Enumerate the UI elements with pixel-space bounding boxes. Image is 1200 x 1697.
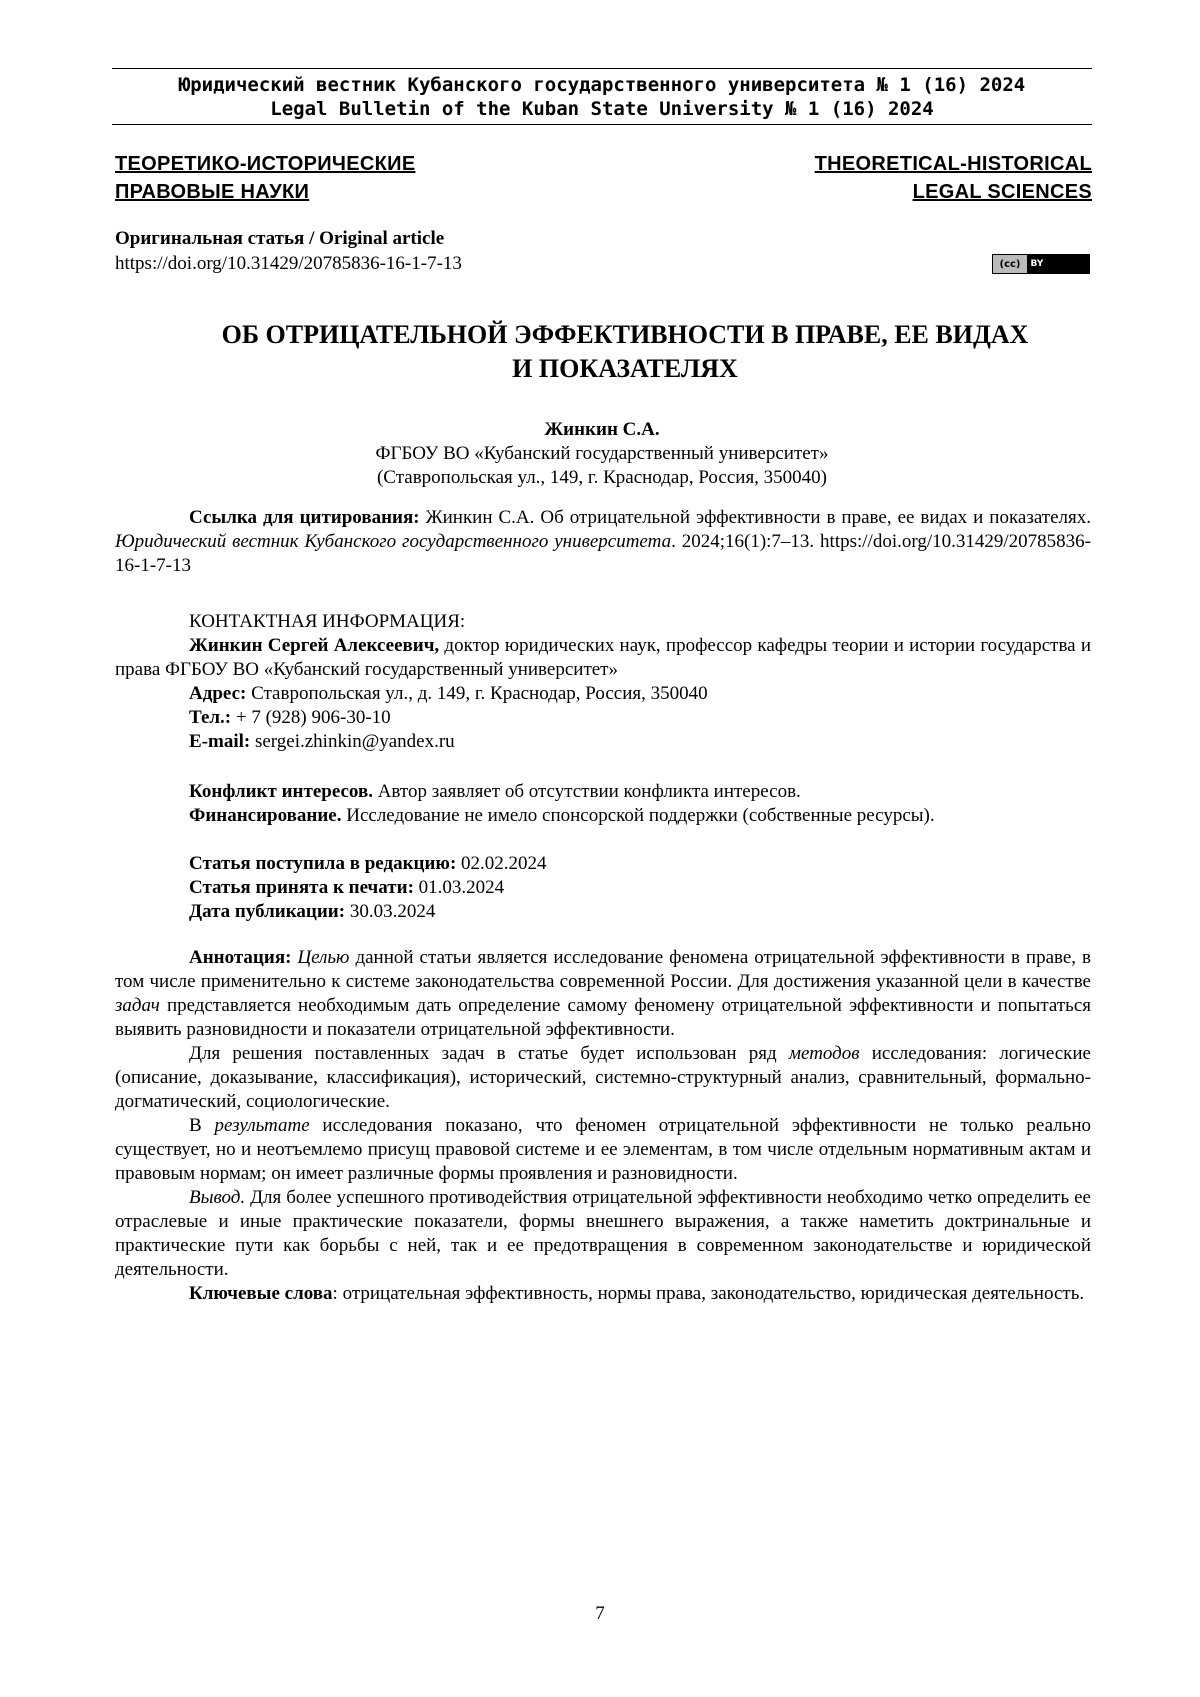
abstract-paragraph-1 <box>115 946 1091 1042</box>
contact-block <box>115 610 1091 754</box>
citation-tail: . 2024;16(1):7–13. https://doi.org/10.31429/20785836-16-1-7-13 <box>115 531 1091 576</box>
article-title <box>160 318 1090 386</box>
title-line1: ОБ ОТРИЦАТЕЛЬНОЙ ЭФФЕКТИВНОСТИ В ПРАВЕ, ЕЕ ВИДАХ <box>221 320 1029 349</box>
keywords-label: Ключевые слова <box>189 1283 333 1304</box>
abstract-p2-tail: исследования: логические (описание, доказывание, классификация), исторический, системно-структурный анализ, сравнительный, формально-догматический, социологические. <box>115 1043 1091 1112</box>
abstract-paragraph-2 <box>115 1042 1091 1114</box>
funding-label: Финансирование. <box>189 805 342 826</box>
date-published <box>189 900 1091 924</box>
abstract-paragraph-3 <box>115 1114 1091 1186</box>
abstract-p3-text: В <box>189 1115 215 1136</box>
journal-title-en: Legal Bulletin of the Kuban State University № 1 (16) 2024 <box>270 98 934 120</box>
abstract-p2-text: Для решения поставленных задач в статье будет использован ряд <box>189 1043 789 1064</box>
conflict-label: Конфликт интересов. <box>189 781 373 802</box>
citation-label: Ссылка для цитирования: <box>189 507 420 528</box>
date-accepted <box>189 876 1091 900</box>
contact-person <box>115 634 1091 682</box>
cc-by-icon[interactable] <box>992 254 1090 274</box>
citation-text: Жинкин С.А. Об отрицательной эффективности в праве, ее видах и показателях. <box>419 507 1091 528</box>
article-type: Оригинальная статья / Original article <box>115 228 445 249</box>
abstract-methods: методов <box>788 1043 860 1064</box>
abstract-label: Аннотация: <box>189 947 292 968</box>
section-heading-ru <box>115 150 415 206</box>
keywords-value: : отрицательная эффективность, нормы права, законодательство, юридическая деятельность. <box>332 1283 1085 1304</box>
abstract-p1-text: данной статьи является исследование феномена отрицательной эффективности в праве, в том числе применительно к системе законодательства современной России. Для достижения указанной цели в качестве <box>115 947 1092 992</box>
section-en-line2: LEGAL SCIENCES <box>912 181 1092 203</box>
date-received <box>189 852 1091 876</box>
abstract-p3-tail: исследования показано, что феномен отрицательной эффективности не только реально существует, но и неотъемлемо присущ правовой системе и ее элементам, в том числе отдельным нормативным актам и правовым нормам; он имеет различные формы проявления и разновидности. <box>115 1115 1091 1184</box>
abstract-result: результате <box>214 1115 310 1136</box>
author-block <box>112 418 1092 490</box>
disclosures-block <box>115 780 1091 828</box>
accepted-label: Статья принята к печати: <box>189 877 414 898</box>
accepted-value: 01.03.2024 <box>413 877 505 898</box>
published-label: Дата публикации: <box>189 901 346 922</box>
contact-phone-label: Тел.: <box>189 707 232 728</box>
contact-phone-value: + 7 (928) 906-30-10 <box>231 707 391 728</box>
conflict-value: Автор заявляет об отсутствии конфликта интересов. <box>372 781 801 802</box>
abstract-block <box>115 946 1091 1306</box>
contact-address-value: Ставропольская ул., д. 149, г. Краснодар, Россия, 350040 <box>246 683 708 704</box>
cc-badge-fill <box>1047 255 1089 273</box>
funding <box>189 804 1091 828</box>
title-line2: И ПОКАЗАТЕЛЯХ <box>512 354 738 383</box>
dates-block <box>115 852 1091 924</box>
contact-heading: КОНТАКТНАЯ ИНФОРМАЦИЯ: <box>189 611 466 632</box>
abstract-tasks: задач <box>115 995 160 1016</box>
cc-mark: (cc) <box>993 255 1027 273</box>
doi-link[interactable]: https://doi.org/10.31429/20785836-16-1-7-13 <box>115 253 462 274</box>
conflict-of-interest <box>189 780 1091 804</box>
by-mark: BY <box>1027 255 1047 273</box>
received-label: Статья поступила в редакцию: <box>189 853 457 874</box>
contact-name: Жинкин Сергей Алексеевич, <box>189 635 440 656</box>
journal-title-ru: Юридический вестник Кубанского государственного университета № 1 (16) 2024 <box>178 74 1026 96</box>
contact-address <box>115 682 1091 706</box>
contact-position: доктор юридических наук, профессор кафедры теории и истории государства и права ФГБОУ ВО «Кубанский государственный университет» <box>115 635 1091 680</box>
author-name: Жинкин С.А. <box>544 419 660 440</box>
abstract-p1-tail: представляется необходимым дать определение самому феномену отрицательной эффективности и попытаться выявить разновидности и показатели отрицательной эффективности. <box>115 995 1091 1040</box>
contact-email <box>115 730 1091 754</box>
published-value: 30.03.2024 <box>345 901 436 922</box>
contact-phone <box>115 706 1091 730</box>
section-en-line1: THEORETICAL-HISTORICAL <box>814 153 1092 175</box>
funding-value: Исследование не имело спонсорской поддержки (собственные ресурсы). <box>341 805 935 826</box>
keywords <box>115 1282 1091 1306</box>
abstract-conclusion: Вывод. <box>189 1187 246 1208</box>
page-number: 7 <box>595 1603 605 1624</box>
contact-address-label: Адрес: <box>189 683 247 704</box>
section-heading-en <box>815 150 1092 206</box>
citation-block <box>115 506 1091 578</box>
contact-email-value[interactable]: sergei.zhinkin@yandex.ru <box>250 731 455 752</box>
abstract-p4-text: Для более успешного противодействия отрицательной эффективности необходимо четко определить ее отраслевые и иные практические показатели, формы внешнего выражения, а также наметить доктринальные и практические пути как борьбы с ней, так и ее предотвращения в современном законодательстве и юридической деятельности. <box>115 1187 1091 1280</box>
abstract-goal: Целью <box>297 947 350 968</box>
contact-email-label: E-mail: <box>189 731 251 752</box>
section-ru-line2: ПРАВОВЫЕ НАУКИ <box>115 181 310 203</box>
section-ru-line1: ТЕОРЕТИКО-ИСТОРИЧЕСКИЕ <box>115 153 416 175</box>
author-address: (Ставропольская ул., 149, г. Краснодар, Россия, 350040) <box>376 467 828 488</box>
journal-header <box>112 68 1092 125</box>
received-value: 02.02.2024 <box>456 853 547 874</box>
author-affiliation: ФГБОУ ВО «Кубанский государственный университет» <box>375 443 829 464</box>
abstract-paragraph-4 <box>115 1186 1091 1282</box>
citation-journal: Юридический вестник Кубанского государственного университета <box>115 531 672 552</box>
